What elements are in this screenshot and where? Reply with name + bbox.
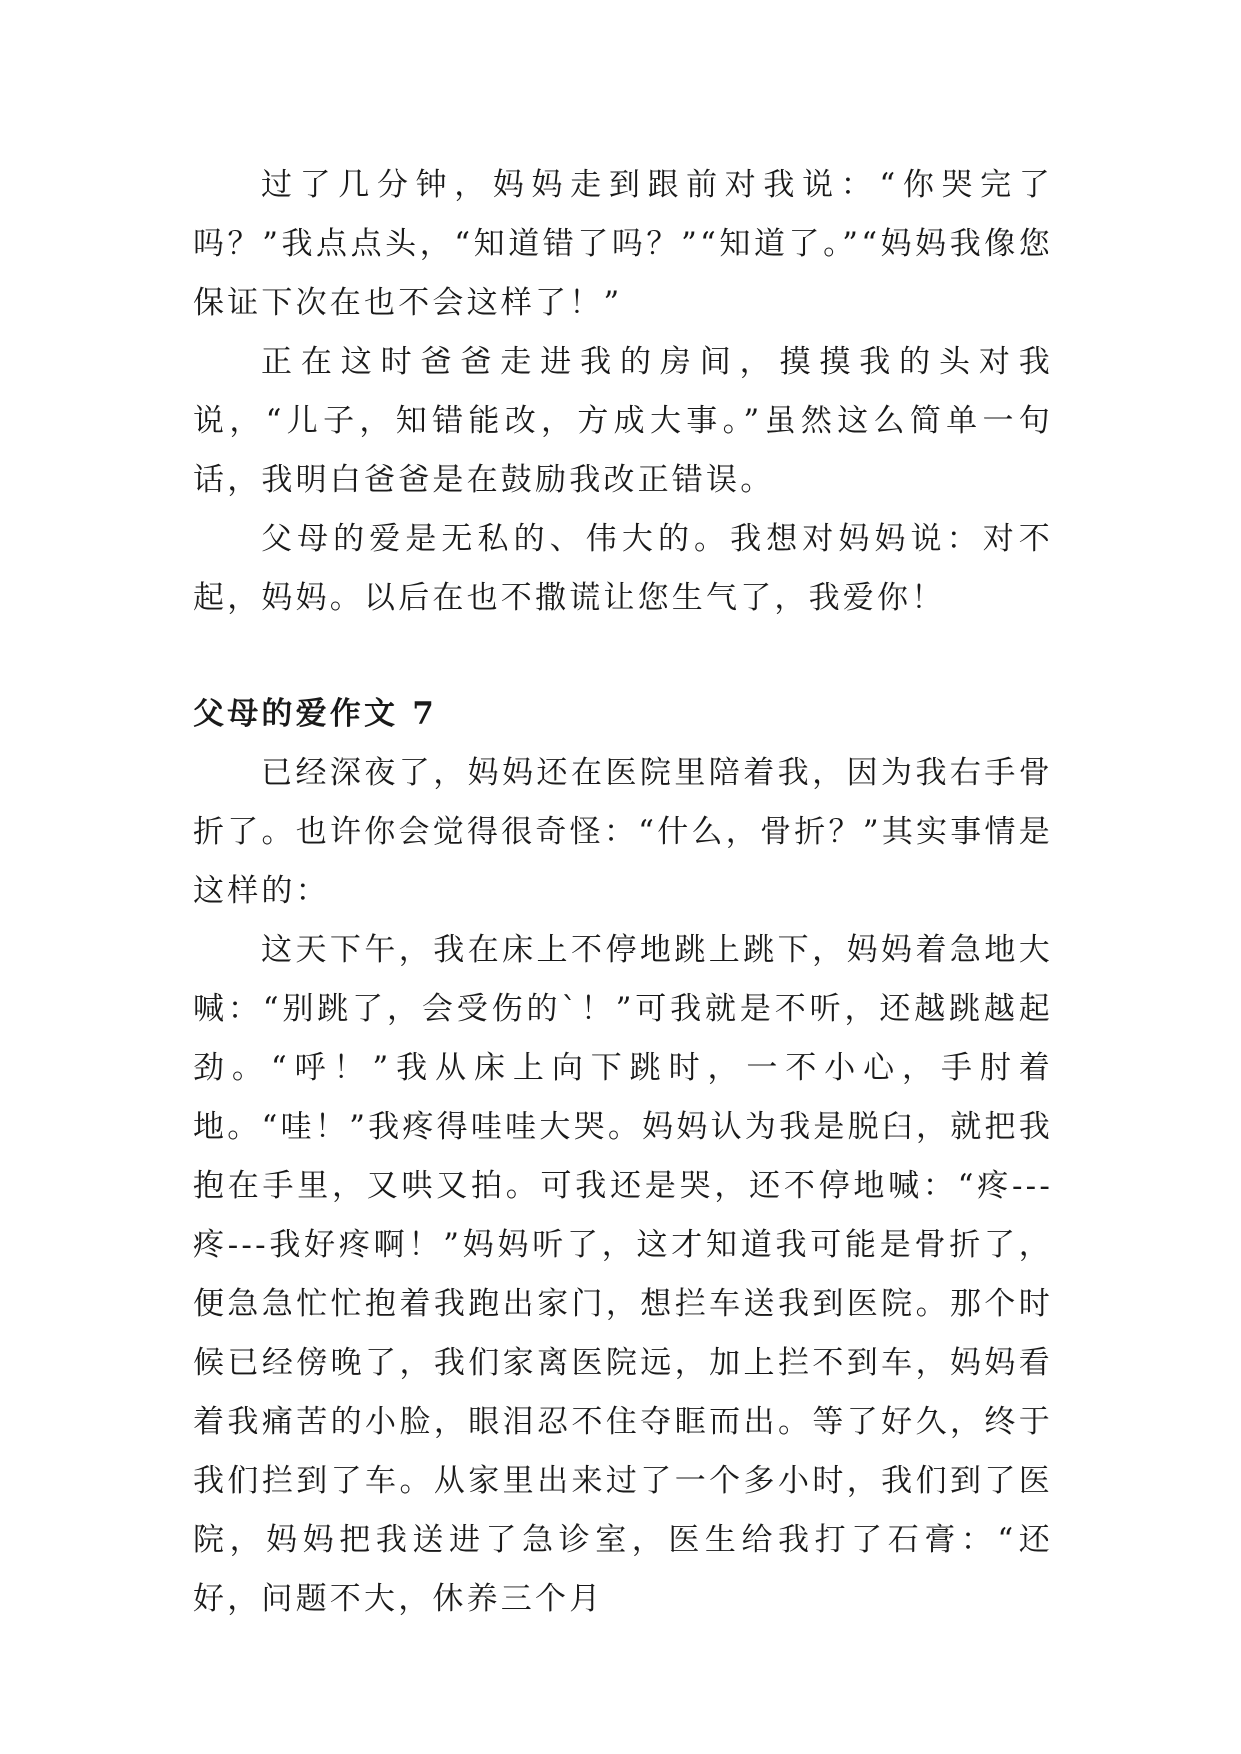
paragraph-5: 这天下午，我在床上不停地跳上跳下，妈妈着急地大喊：“别跳了，会受伤的`！”可我就是不听，还越跳越起劲。“呼！”我从床上向下跳时，一不小心，手肘着地。“哇！”我疼得哇哇大哭。妈妈认为我是脱臼，就把我抱在手里，又哄又拍。可我还是哭，还不停地喊：“疼---疼---我好疼啊！”妈妈听了，这才知道我可能是骨折了，便急急忙忙抱着我跑出家门，想拦车送我到医院。那个时候已经傍晚了，我们家离医院远，加上拦不到车，妈妈看着我痛苦的小脸，眼泪忍不住夺眶而出。等了好久，终于我们拦到了车。从家里出来过了一个多小时，我们到了医院，妈妈把我送进了急诊室，医生给我打了石膏：“还好，问题不大，休养三个月 [193, 932, 1053, 1617]
paragraph-4: 已经深夜了，妈妈还在医院里陪着我，因为我右手骨折了。也许你会觉得很奇怪：“什么，骨折？”其实事情是这样的： [193, 755, 1053, 909]
document-page [193, 156, 1053, 1629]
paragraph-2: 正在这时爸爸走进我的房间，摸摸我的头对我说，“儿子，知错能改，方成大事。”虽然这么简单一句话，我明白爸爸是在鼓励我改正错误。 [193, 344, 1053, 498]
section-title: 父母的爱作文 7 [193, 696, 437, 732]
paragraph-3: 父母的爱是无私的、伟大的。我想对妈妈说：对不起，妈妈。以后在也不撒谎让您生气了，我爱你！ [193, 521, 1053, 616]
paragraph-1: 过了几分钟，妈妈走到跟前对我说：“你哭完了吗？”我点点头，“知道错了吗？”“知道了。”“妈妈我像您保证下次在也不会这样了！” [193, 167, 1053, 321]
